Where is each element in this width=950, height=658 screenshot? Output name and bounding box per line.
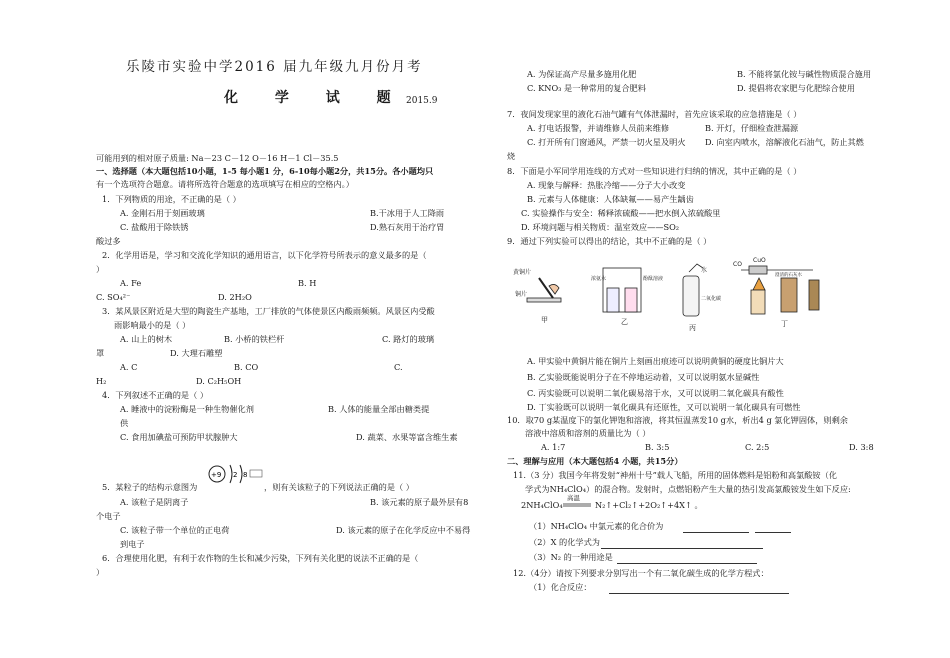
experiments-figure [513, 250, 898, 345]
label-phenolphthalein: 酚酞溶液 [643, 276, 664, 282]
question-2-cont: ） [96, 264, 105, 274]
label-copper: 铜片 [515, 291, 528, 298]
q2-option-b: B. H [298, 278, 317, 288]
q7-option-c: C. 打开所有门窗通风，严禁一切火星及明火 [527, 137, 686, 147]
shell-1-electrons: 2 [233, 471, 238, 479]
shell-arc-2 [240, 465, 242, 483]
label-yi: 乙 [621, 318, 628, 326]
label-brass: 黄铜片 [513, 269, 532, 276]
right-column [505, 0, 900, 658]
q9-option-a: A. 甲实验中黄铜片能在铜片上刻画出痕迹可以说明黄铜的硬度比铜片大 [527, 356, 784, 366]
q4-option-b: B. 人体的能量全部由糖类提 [328, 404, 430, 414]
q4-option-c: C. 食用加碘盐可预防甲状腺肿大 [120, 432, 238, 442]
q12-part-1: （1）化合反应： [529, 582, 592, 592]
experiment-ding [733, 257, 819, 328]
q3-option-d: D. 大理石雕塑 [170, 348, 223, 358]
q10-option-c: C. 2:5 [745, 442, 770, 452]
q8-option-a: A. 现象与解释：热胀冷缩——分子大小改变 [527, 180, 686, 190]
question-2: 2．化学用语是，学习和交流化学知识的通用语言，以下化学符号所表示的意义最多的是（ [102, 250, 427, 260]
hand-shape [549, 284, 559, 294]
cuo-tube [749, 266, 767, 274]
q1-option-b: B.干冰用于人工降雨 [370, 208, 445, 218]
label-ding: 丁 [781, 320, 788, 328]
question-6-cont: ） [96, 567, 105, 577]
beaker-phenolphthalein [625, 288, 637, 312]
q3-option-a: A. 山上的树木 [120, 334, 173, 344]
q1-option-d: D.熟石灰用于治疗胃 [370, 222, 445, 232]
label-jia: 甲 [541, 316, 548, 324]
q5-option-b: B. 该元素的原子最外层有8 [370, 497, 469, 507]
label-bing: 丙 [689, 324, 696, 332]
fuel-option-a: A. C [120, 362, 138, 372]
q10-option-b: B. 3:5 [645, 442, 670, 452]
copper-sheet [527, 298, 561, 302]
fuel-option-d: D. C₂H₅OH [196, 376, 242, 386]
exam-date: 2015.9 [406, 96, 438, 106]
q5-option-d: D. 该元素的原子在化学反应中不易得 [336, 525, 471, 535]
question-12: 12.（4分）请按下列要求分别写出一个有二氧化碳生成的化学方程式： [513, 568, 769, 578]
q8-option-b: B. 元素与人体健康：人体缺氟——易产生龋齿 [527, 194, 694, 204]
q8-option-d: D. 环境问题与相关物质：温室效应——SO₂ [521, 222, 680, 232]
q6-option-b: B. 不能将氯化铵与碱性物质混合施用 [737, 69, 872, 79]
fuel-option-c: C. [394, 362, 403, 372]
label-ammonia: 浓氨水 [591, 276, 607, 282]
q3-option-c: C. 路灯的玻璃 [382, 334, 435, 344]
q12-part-1-blank[interactable] [609, 584, 789, 594]
q8-option-c: C. 实验操作与安全：稀释浓硫酸——把水倒入浓硫酸里 [521, 208, 721, 218]
q5-option-b-cont: 个电子 [96, 511, 121, 521]
question-3-cont: 雨影响最小的是（ ） [114, 320, 191, 330]
fuel-option-c-cont: H₂ [96, 376, 107, 386]
section-2-heading: 二、理解与应用（本大题包括4 小题，共15分） [507, 456, 683, 466]
equation-products: N₂↑+Cl₂↑+2O₂↑+4X↑ 。 [595, 500, 703, 510]
q3-option-b: B. 小桥的铁栏杆 [224, 334, 285, 344]
q4-option-b-cont: 供 [120, 418, 129, 428]
question-5-cont: ，则有关该粒子的下列说法正确的是（ ） [264, 482, 414, 492]
q1-option-a: A. 金刚石用于刻画玻璃 [120, 208, 205, 218]
question-5: 5．某粒子的结构示意图为 [102, 482, 198, 492]
question-11: 11.（3 分）我国今年将发射“神州十号”载人飞船，所用的固体燃料是铝粉和高氯酸铵（化 [513, 470, 837, 480]
q4-option-a: A. 睡液中的淀粉酶是一种生物催化剂 [120, 404, 254, 414]
shell-arc-1 [230, 465, 232, 483]
q2-option-c: C. SO₄²⁻ [96, 292, 131, 302]
label-cuo: CuO [753, 257, 766, 264]
q1-option-c: C. 盐酸用于除铁锈 [120, 222, 189, 232]
q9-option-b: B. 乙实验既能说明分子在不停地运动着，又可以说明氨水显碱性 [527, 372, 760, 382]
left-column [96, 0, 471, 658]
question-8: 8．下面是小军同学用连线的方式对一些知识进行归纳的情况，其中正确的是（ ） [507, 166, 802, 176]
q2-option-a: A. Fe [120, 278, 142, 288]
limewater-tube [781, 278, 797, 312]
equation-arrow [563, 503, 591, 507]
question-6: 6．合理使用化肥，有利于农作物的生长和减少污染，下列有关化肥的说法不正确的是（ [102, 553, 419, 563]
q11-part-1-blank-2[interactable] [755, 523, 791, 533]
q11-part-1-blank[interactable] [683, 523, 749, 533]
q6-option-a: A. 为保证高产尽量多施用化肥 [527, 69, 637, 79]
q7-option-d: D. 向室内喷水，溶解液化石油气，防止其燃 [705, 137, 864, 147]
label-limewater: 澄清的石灰水 [775, 273, 802, 278]
alcohol-lamp [751, 290, 765, 314]
diagram-frame [250, 470, 262, 477]
q6-option-d: D. 提倡将农家肥与化肥综合使用 [737, 83, 855, 93]
label-co: CO [733, 261, 742, 268]
q2-option-d: D. 2H₂O [218, 292, 252, 302]
shell-2-electrons: 8 [243, 471, 248, 479]
q10-option-a: A. 1:7 [541, 442, 566, 452]
question-7: 7．夜间发现家里的液化石油气罐有气体泄漏时，首先应该采取的应急措施是（ ） [507, 109, 802, 119]
question-10: 10．取70 g某温度下的氯化钾饱和溶液，将其恒温蒸发10 g水，析出4 g 氯化钾固体，则剩余 [507, 415, 848, 425]
section-1-heading: 一、选择题（本大题包括10小题，1-5 每小题1 分，6-10每小题2分，共15分。各小题均只 [96, 166, 434, 176]
q5-option-d-cont: 到电子 [120, 539, 145, 549]
exam-title: 乐陵市实验中学2016 届九年级九月份月考 [126, 59, 423, 75]
q1-option-d-cont: 酸过多 [96, 236, 121, 246]
equation-reactant: 2NH₄ClO₄ [521, 500, 563, 510]
experiment-jia [513, 268, 561, 324]
experiment-bing [683, 264, 721, 332]
q5-option-a: A. 该粒子是阴离子 [120, 497, 189, 507]
q11-part-3: （3）N₂ 的一种用途是 [529, 552, 613, 562]
q9-option-d: D. 丁实验既可以说明一氧化碳具有还原性，又可以说明一氧化碳具有可燃性 [527, 402, 801, 412]
q10-option-d: D. 3:8 [849, 442, 874, 452]
question-3: 3．某风景区附近是大型的陶瓷生产基地，工厂排放的气体使景区内酸雨频频。风景区内受酸 [102, 306, 435, 316]
q11-part-1: （1）NH₄ClO₄ 中氯元素的化合价为 [529, 521, 664, 531]
atom-structure-diagram [206, 460, 266, 486]
question-1: 1．下列物质的用途，不正确的是（ ） [102, 194, 241, 204]
q7-option-b: B. 开灯，仔细检查泄漏源 [705, 123, 799, 133]
q9-option-c: C. 丙实验既可以说明二氧化碳易溶于水，又可以说明二氧化碳具有酸性 [527, 388, 784, 398]
atomic-masses: 可能用到的相对原子质量: Na－23 C－12 O－16 H－1 Cl－35.5 [96, 153, 339, 163]
fuel-option-b: B. CO [234, 362, 259, 372]
question-10-cont: 溶液中溶质和溶剂的质量比为（ ） [525, 428, 651, 438]
label-co2: 二氧化碳 [701, 296, 722, 302]
experiment-yi [591, 268, 663, 326]
q11-part-3-blank[interactable] [617, 554, 757, 564]
q7-option-d-cont: 烧 [507, 151, 516, 161]
q6-option-c: C. KNO₃ 是一种常用的复合肥料 [527, 83, 646, 93]
beaker-ammonia [607, 288, 619, 312]
label-water: 水 [701, 267, 708, 274]
burner-flame [753, 278, 765, 290]
question-9: 9．通过下列实验可以得出的结论，其中不正确的是（ ） [507, 236, 712, 246]
second-burner [809, 280, 819, 310]
equation-condition: 高温 [567, 494, 580, 502]
q11-part-2-blank[interactable] [601, 539, 763, 549]
exam-subtitle: 化 学 试 题 [224, 90, 407, 106]
plastic-bottle [683, 276, 699, 316]
q11-part-2: （2）X 的化学式为 [529, 537, 600, 547]
section-1-instructions: 有一个选项符合题意。请将所选符合题意的选项填写在相应的空格内。） [96, 179, 354, 189]
q7-option-a: A. 打电话报警，并请维修人员前来维修 [527, 123, 670, 133]
q5-option-c: C. 该粒子带一个单位的正电荷 [120, 525, 230, 535]
q4-option-d: D. 蔬菜、水果等富含维生素 [356, 432, 458, 442]
question-11-cont: 学式为NH₄ClO₄）的混合物。发射时，点燃铝粉产生大量的热引发高氯酸铵发生如下反应: [525, 484, 851, 494]
question-4: 4．下列叙述不正确的是（ ） [102, 390, 209, 400]
q3-option-c-cont: 罩 [96, 348, 105, 358]
nucleus-charge: +9 [211, 471, 222, 479]
